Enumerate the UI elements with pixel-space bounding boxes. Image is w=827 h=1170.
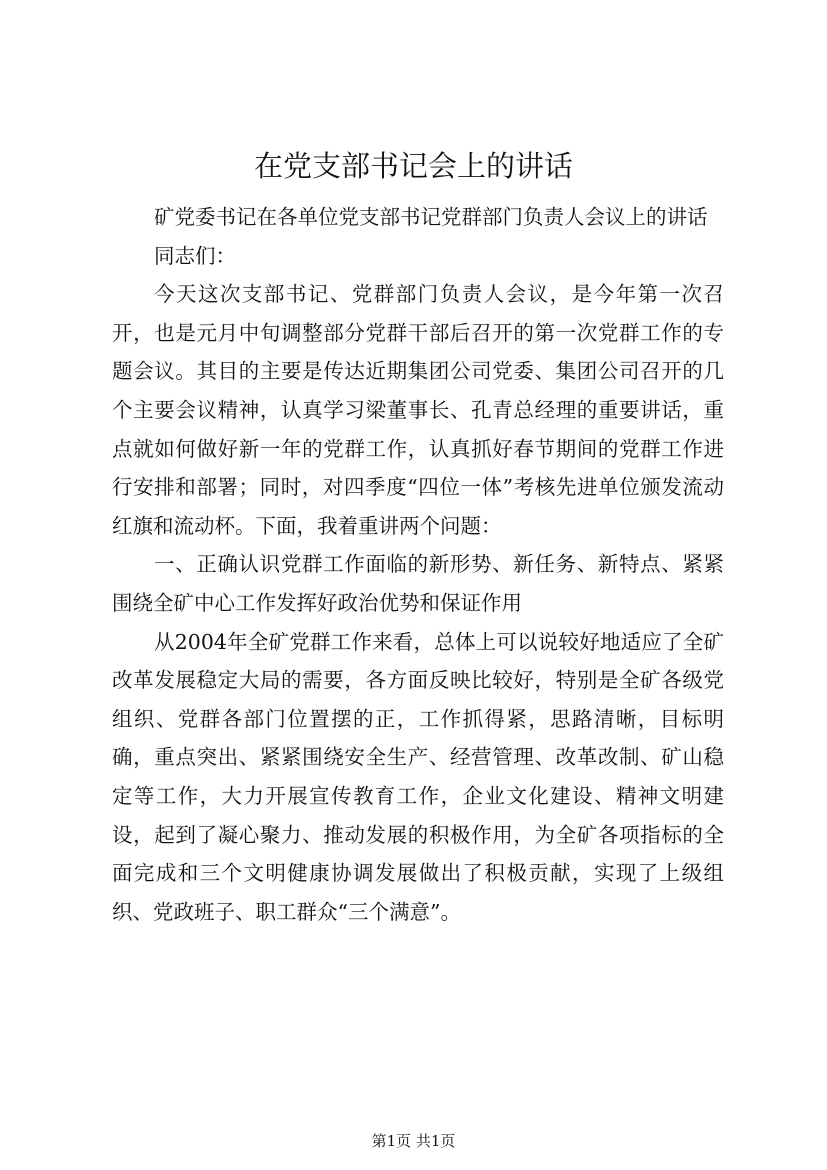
subtitle-paragraph: 矿党委书记在各单位党支部书记党群部门负责人会议上的讲话 (154, 205, 708, 229)
salutation-paragraph: 同志们： (154, 243, 237, 268)
intro-paragraph: 今天这次支部书记、党群部门负责人会议，是今年第一次召开，也是元月中旬调整部分党群干部后召开的第一次党群工作的专题会议。其目的主要是传达近期集团公司党委、集团公司召开的几个主要会议精神，认真学习梁董事长、孔青总经理的重要讲话，重点就如何做好新一年的党群工作，认真抓好春节期间的党群工作进行安排和部署；同时，对四季度“四位一体”考核先进单位颁发流动红旗和流动杯。下面，我着重讲两个问题： (112, 282, 724, 538)
document-title: 在党支部书记会上的讲话 (253, 149, 573, 183)
review-paragraph: 从2004年全矿党群工作来看，总体上可以说较好地适应了全矿改革发展稳定大局的需要，各方面反映比较好，特别是全矿各级党组织、党群各部门位置摆的正，工作抓得紧，思路清晰，目标明确，重点突出、紧紧围绕安全生产、经营管理、改革改制、矿山稳定等工作，大力开展宣传教育工作，企业文化建设、精神文明建设，起到了凝心聚力、推动发展的积极作用，为全矿各项指标的全面完成和三个文明健康协调发展做出了积极贡献，实现了上级组织、党政班子、职工群众“三个满意”。 (112, 629, 724, 924)
page-footer: 第1页 共1页 (371, 1132, 456, 1150)
document-body (112, 198, 724, 931)
section-heading-paragraph: 一、正确认识党群工作面临的新形势、新任务、新特点、紧紧围绕全矿中心工作发挥好政治优势和保证作用 (112, 552, 724, 615)
